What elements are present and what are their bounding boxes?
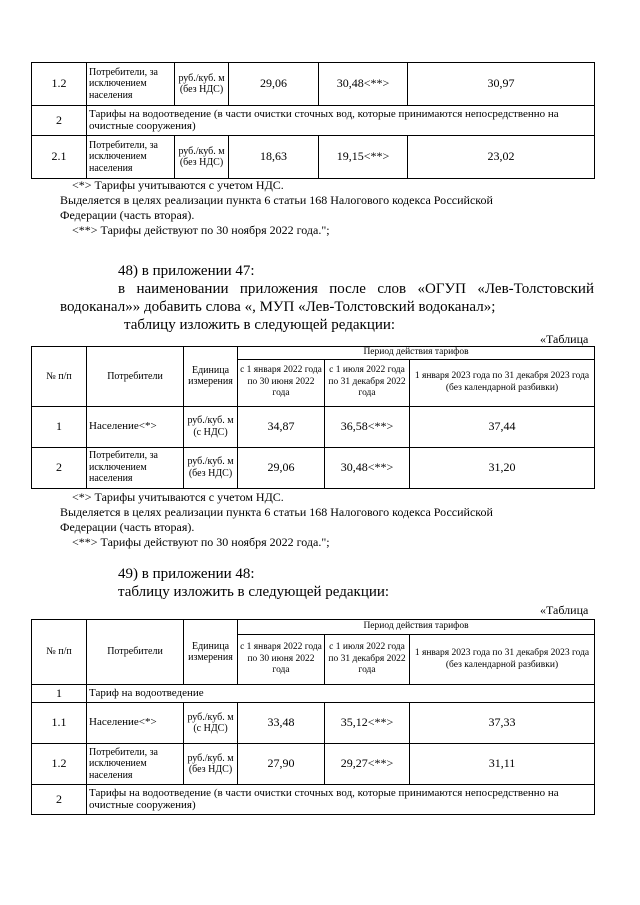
tariff-value: 30,48<**> [319, 63, 408, 106]
section-48-heading: 48) в приложении 47: [118, 263, 255, 279]
footnote-validity: <**> Тарифы действуют по 30 ноября 2022 года."; [72, 223, 330, 237]
top-tariff-table [31, 62, 595, 179]
tariff-value: 35,12<**> [325, 703, 410, 744]
section-48-line-3: таблицу изложить в следующей редакции: [124, 317, 396, 333]
table-row [32, 63, 595, 106]
header-period-3: 1 января 2023 года по 31 декабря 2023 года (без календарной разбивки) [410, 635, 595, 685]
section-49-line-1: таблицу изложить в следующей редакции: [118, 584, 390, 600]
consumer-cell: Потребители, за исключением населения [87, 447, 184, 488]
consumer-cell: Потребители, за исключением населения [87, 744, 184, 785]
section-49-heading: 49) в приложении 48: [118, 566, 255, 582]
header-period-2: с 1 июля 2022 года по 31 декабря 2022 года [325, 359, 410, 406]
consumer-cell: Население<*> [87, 406, 184, 447]
table-row [32, 136, 595, 179]
row-number: 1.2 [32, 744, 87, 785]
section-title-cell: Тарифы на водоотведение (в части очистки сточных вод, которые принимаются непосредственно на очистные сооружения) [87, 785, 595, 815]
footnote-validity: <**> Тарифы действуют по 30 ноября 2022 года."; [72, 535, 330, 549]
header-period-1: с 1 января 2022 года по 30 июня 2022 года [238, 635, 325, 685]
tariff-value: 27,90 [238, 744, 325, 785]
header-period: Период действия тарифов [238, 347, 595, 360]
tariff-value: 18,63 [229, 136, 319, 179]
footnote-tax-code: Выделяется в целях реализации пункта 6 статьи 168 Налогового кодекса Российской [60, 505, 493, 519]
table-row [32, 703, 595, 744]
unit-cell: руб./куб. м (с НДС) [184, 703, 238, 744]
consumer-cell: Потребители, за исключением населения [87, 136, 175, 179]
header-unit: Единица измерения [184, 347, 238, 407]
table-row [32, 106, 595, 136]
footnote-vat: <*> Тарифы учитываются с учетом НДС. [72, 490, 284, 504]
row-number: 1 [32, 406, 87, 447]
section-title-cell: Тарифы на водоотведение (в части очистки сточных вод, которые принимаются непосредственно на очистные сооружения) [87, 106, 595, 136]
footnote-vat: <*> Тарифы учитываются с учетом НДС. [72, 178, 284, 192]
tariff-value: 29,27<**> [325, 744, 410, 785]
section-title-cell: Тариф на водоотведение [87, 685, 595, 703]
tariff-value: 31,20 [410, 447, 595, 488]
row-number: 2 [32, 447, 87, 488]
footnote-tax-code-cont: Федерации (часть вторая). [60, 208, 195, 222]
section-48-line-1: в наименовании приложения после слов «ОГУП «Лев-Толстовский [118, 281, 594, 297]
unit-cell: руб./куб. м (с НДС) [184, 406, 238, 447]
consumer-cell: Население<*> [87, 703, 184, 744]
footnote-tax-code: Выделяется в целях реализации пункта 6 статьи 168 Налогового кодекса Российской [60, 193, 493, 207]
tariff-value: 30,48<**> [325, 447, 410, 488]
tariff-value: 33,48 [238, 703, 325, 744]
header-number: № п/п [32, 347, 87, 407]
unit-cell: руб./куб. м (без НДС) [175, 136, 229, 179]
header-period-2: с 1 июля 2022 года по 31 декабря 2022 года [325, 635, 410, 685]
tariff-value: 19,15<**> [319, 136, 408, 179]
table-row [32, 744, 595, 785]
header-unit: Единица измерения [184, 620, 238, 685]
tariff-value: 29,06 [238, 447, 325, 488]
row-number: 2.1 [32, 136, 87, 179]
footnote-tax-code-cont: Федерации (часть вторая). [60, 520, 195, 534]
row-number: 1 [32, 685, 87, 703]
tariff-value: 30,97 [408, 63, 595, 106]
table-label: «Таблица [540, 332, 589, 346]
unit-cell: руб./куб. м (без НДС) [184, 744, 238, 785]
tariff-value: 37,33 [410, 703, 595, 744]
header-period: Период действия тарифов [238, 620, 595, 635]
table-label: «Таблица [540, 603, 589, 617]
header-period-3: 1 января 2023 года по 31 декабря 2023 года (без календарной разбивки) [410, 359, 595, 406]
tariff-value: 36,58<**> [325, 406, 410, 447]
row-number: 1.2 [32, 63, 87, 106]
header-period-1: с 1 января 2022 года по 30 июня 2022 года [238, 359, 325, 406]
tariff-value: 34,87 [238, 406, 325, 447]
header-consumers: Потребители [87, 620, 184, 685]
row-number: 2 [32, 785, 87, 815]
table-row [32, 685, 595, 703]
header-consumers: Потребители [87, 347, 184, 407]
unit-cell: руб./куб. м (без НДС) [184, 447, 238, 488]
appendix-47-tariff-table [31, 346, 595, 489]
tariff-value: 31,11 [410, 744, 595, 785]
table-row [32, 447, 595, 488]
unit-cell: руб./куб. м (без НДС) [175, 63, 229, 106]
row-number: 1.1 [32, 703, 87, 744]
row-number: 2 [32, 106, 87, 136]
header-number: № п/п [32, 620, 87, 685]
section-48-line-2: водоканал»» добавить слова «, МУП «Лев-Толстовский водоканал»; [60, 299, 496, 315]
tariff-value: 29,06 [229, 63, 319, 106]
tariff-value: 23,02 [408, 136, 595, 179]
table-row [32, 785, 595, 815]
table-header-row [32, 347, 595, 360]
table-row [32, 406, 595, 447]
consumer-cell: Потребители, за исключением населения [87, 63, 175, 106]
tariff-value: 37,44 [410, 406, 595, 447]
appendix-48-tariff-table [31, 619, 595, 815]
table-header-row [32, 620, 595, 635]
